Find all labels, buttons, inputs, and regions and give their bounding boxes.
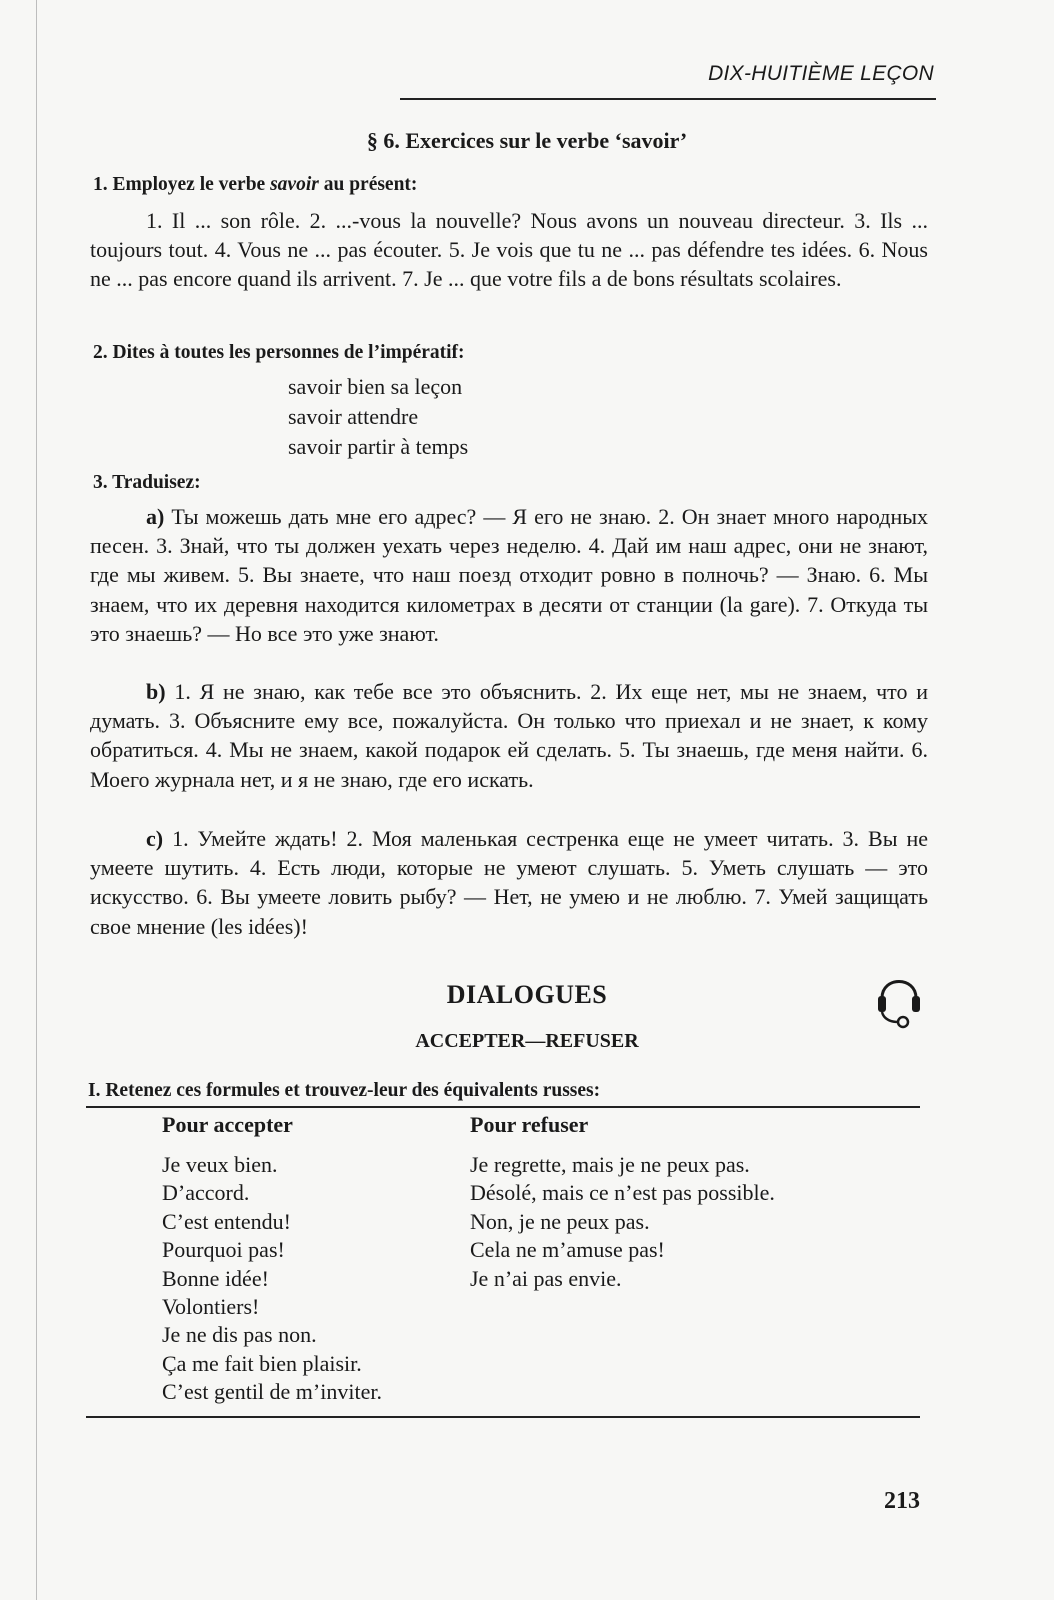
list-item: Je n’ai pas envie. bbox=[470, 1265, 622, 1291]
dialogues-title: DIALOGUES bbox=[446, 980, 608, 1009]
table-top-rule bbox=[86, 1106, 920, 1108]
exercise-3-heading: 3. Traduisez: bbox=[93, 472, 201, 493]
refuse-phrases bbox=[470, 1151, 775, 1293]
header-rule bbox=[400, 98, 936, 100]
exercise-1-heading bbox=[93, 174, 417, 196]
dialogues-subtitle: ACCEPTER—REFUSER bbox=[415, 1030, 639, 1052]
accept-column-heading: Pour accepter bbox=[162, 1112, 293, 1137]
list-item: Je ne dis pas non. bbox=[162, 1322, 317, 1348]
exercise-3a-paragraph bbox=[90, 502, 928, 648]
exercise-3b-paragraph bbox=[90, 677, 928, 794]
list-item: D’accord. bbox=[162, 1180, 250, 1206]
list-item: Pourquoi pas! bbox=[162, 1237, 285, 1263]
running-head: DIX-HUITIÈME LEÇON bbox=[708, 62, 934, 85]
list-item: C’est gentil de m’inviter. bbox=[162, 1379, 382, 1405]
part-c-label: c) bbox=[146, 826, 164, 851]
exercise-1-heading-pre: 1. Employez le verbe bbox=[93, 174, 271, 195]
list-item: Non, je ne peux pas. bbox=[470, 1208, 650, 1234]
list-item: Ça me fait bien plaisir. bbox=[162, 1350, 362, 1376]
list-item: Je regrette, mais je ne peux pas. bbox=[470, 1152, 750, 1177]
table-bottom-rule bbox=[86, 1416, 920, 1418]
exercise-3c-paragraph bbox=[90, 824, 928, 941]
page-number: 213 bbox=[884, 1488, 920, 1514]
exercise-1-text: 1. Il ... son rôle. 2. ...-vous la nouvelle? Nous avons un nouveau directeur. 3. Ils ... toujours tout. 4. Vous ne ... pas écouter. 5. Je vois que tu ne ... pas défendre tes idées. 6. Nous ne ... pas encore quand ils arrivent. 7. Je ... que votre fils a de bons résultats scolaires. bbox=[90, 208, 928, 292]
list-item: savoir bien sa leçon bbox=[288, 374, 463, 399]
page-edge-shadow bbox=[36, 0, 37, 1600]
accept-phrases bbox=[162, 1151, 382, 1407]
formulas-heading: I. Retenez ces formules et trouvez-leur des équivalents russes: bbox=[88, 1080, 601, 1101]
list-item: Cela ne m’amuse pas! bbox=[470, 1237, 665, 1263]
exercise-1-heading-verb: savoir bbox=[270, 174, 319, 195]
exercise-1-heading-post: au présent: bbox=[318, 174, 418, 195]
list-item: Volontiers! bbox=[162, 1294, 260, 1320]
exercise-2-heading: 2. Dites à toutes les personnes de l’impératif: bbox=[93, 342, 465, 363]
list-item: C’est entendu! bbox=[162, 1208, 291, 1234]
section-title: § 6. Exercices sur le verbe ‘savoir’ bbox=[366, 128, 688, 153]
part-b-label: b) bbox=[146, 679, 166, 704]
list-item: Bonne idée! bbox=[162, 1265, 269, 1291]
part-c-text: 1. Умейте ждать! 2. Моя маленькая сестренка еще не умеет читать. 3. Вы не умеете шутить. 4. Есть люди, которые не умеют слушать. 5. Уметь слушать — это искусство. 6. Вы умеете ловить рыбу? — Нет, не умею и не люблю. 7. Умей защищать свое мнение (les idées)! bbox=[90, 826, 928, 939]
list-item: Désolé, mais ce n’est pas possible. bbox=[470, 1180, 775, 1206]
part-a-label: a) bbox=[146, 504, 165, 529]
imperative-list bbox=[288, 372, 468, 462]
list-item: savoir partir à temps bbox=[288, 434, 469, 459]
part-a-text: Ты можешь дать мне его адрес? — Я его не знаю. 2. Он знает много народных песен. 3. Знай, что ты должен уехать через неделю. 4. Дай им наш адрес, они не знают, где мы живем. 5. Вы знаете, что наш поезд отходит ровно в полночь? — Знаю. 6. Мы знаем, что их деревня находится километрах в десяти от станции (la gare). 7. Откуда ты это знаешь? — Но все это уже знают. bbox=[90, 504, 928, 646]
refuse-column-heading: Pour refuser bbox=[470, 1112, 589, 1137]
list-item: savoir attendre bbox=[288, 404, 419, 429]
part-b-text: 1. Я не знаю, как тебе все это объяснить. 2. Их еще нет, мы не знаем, что и думать. 3. Объясните ему все, пожалуйста. Он только что приехал и не знает, к кому обратиться. 4. Мы не знаем, какой подарок ей сделать. 5. Ты знаешь, где меня найти. 6. Моего журнала нет, и я не знаю, где его искать. bbox=[90, 679, 928, 792]
list-item: Je veux bien. bbox=[162, 1152, 278, 1177]
headphones-icon bbox=[874, 968, 924, 1030]
